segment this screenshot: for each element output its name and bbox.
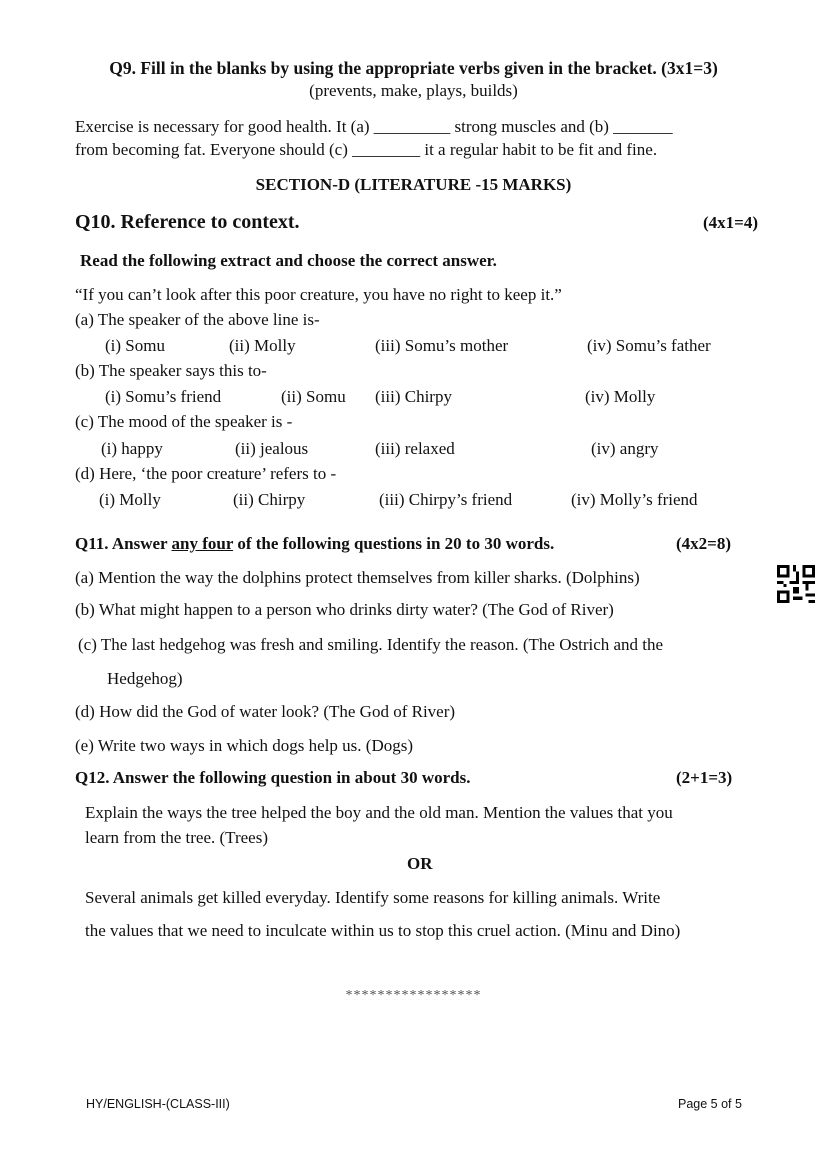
q12-question-line: learn from the tree. (Trees)	[85, 828, 268, 847]
q9-verb-options: (prevents, make, plays, builds)	[309, 81, 518, 100]
q10-title: Q10. Reference to context.	[75, 211, 300, 233]
option: (iii) Chirpy’s friend	[379, 490, 513, 509]
q11-title-pre: Q11. Answer	[75, 534, 172, 553]
q11-title-post: of the following questions in 20 to 30 words.	[233, 534, 555, 553]
option: (iii) Somu’s mother	[375, 336, 509, 355]
q12-marks: (2+1=3)	[676, 768, 733, 787]
option: (ii) Molly	[229, 336, 296, 355]
q11-marks: (4x2=8)	[676, 534, 732, 553]
section-d-heading: SECTION-D (LITERATURE -15 MARKS)	[255, 175, 572, 194]
q10-question: (a) The speaker of the above line is-	[75, 310, 320, 329]
q9-title: Q9. Fill in the blanks by using the appropriate verbs given in the bracket. (3x1=3)	[109, 58, 718, 78]
option: (i) Molly	[99, 490, 161, 509]
end-marker: *****************	[345, 988, 482, 1003]
option: (i) Somu’s friend	[105, 387, 222, 406]
q10-question: (c) The mood of the speaker is -	[75, 412, 293, 431]
q11-item: (e) Write two ways in which dogs help us. (Dogs)	[75, 736, 413, 755]
q11-item: (d) How did the God of water look? (The God of River)	[75, 702, 456, 721]
q10-question: (d) Here, ‘the poor creature’ refers to -	[75, 464, 337, 483]
q10-extract: “If you can’t look after this poor creature, you have no right to keep it.”	[75, 285, 562, 304]
option: (i) Somu	[105, 336, 165, 355]
option: (iv) Somu’s father	[587, 336, 711, 355]
option: (iii) relaxed	[375, 439, 455, 458]
option: (iv) angry	[591, 439, 659, 458]
q11-item: (b) What might happen to a person who drinks dirty water? (The God of River)	[75, 600, 614, 619]
q10-instruction: Read the following extract and choose the correct answer.	[80, 251, 497, 270]
q11-title-underlined: any four	[171, 534, 234, 553]
q12-question-line: Explain the ways the tree helped the boy and the old man. Mention the values that you	[85, 803, 673, 822]
option: (ii) Chirpy	[233, 490, 306, 509]
footer-code: HY/ENGLISH-(CLASS-III)	[86, 1097, 230, 1111]
option: (iv) Molly	[585, 387, 656, 406]
q10-marks: (4x1=4)	[703, 213, 759, 232]
option: (iv) Molly’s friend	[571, 490, 698, 509]
q10-question: (b) The speaker says this to-	[75, 361, 267, 380]
q12-question-line: the values that we need to inculcate within us to stop this cruel action. (Minu and Dino)	[85, 921, 681, 940]
q9-passage-line: from becoming fat. Everyone should (c) ________ it a regular habit to be fit and fine.	[75, 140, 658, 159]
q11-item: (c) The last hedgehog was fresh and smiling. Identify the reason. (The Ostrich and the	[78, 635, 664, 654]
q12-title: Q12. Answer the following question in about 30 words.	[75, 768, 471, 787]
option: (ii) jealous	[235, 439, 309, 458]
qr-code-icon	[777, 565, 815, 603]
option: (iii) Chirpy	[375, 387, 452, 406]
q11-title	[75, 533, 554, 555]
option: (i) happy	[101, 439, 163, 458]
q9-passage-line: Exercise is necessary for good health. It (a) _________ strong muscles and (b) _______	[75, 117, 673, 136]
option: (ii) Somu	[281, 387, 346, 406]
q12-question-line: Several animals get killed everyday. Identify some reasons for killing animals. Write	[85, 888, 661, 907]
q11-item: (a) Mention the way the dolphins protect themselves from killer sharks. (Dolphins)	[75, 568, 640, 587]
page-number: Page 5 of 5	[678, 1097, 742, 1111]
q11-item-cont: Hedgehog)	[107, 669, 183, 688]
or-divider: OR	[407, 854, 433, 873]
